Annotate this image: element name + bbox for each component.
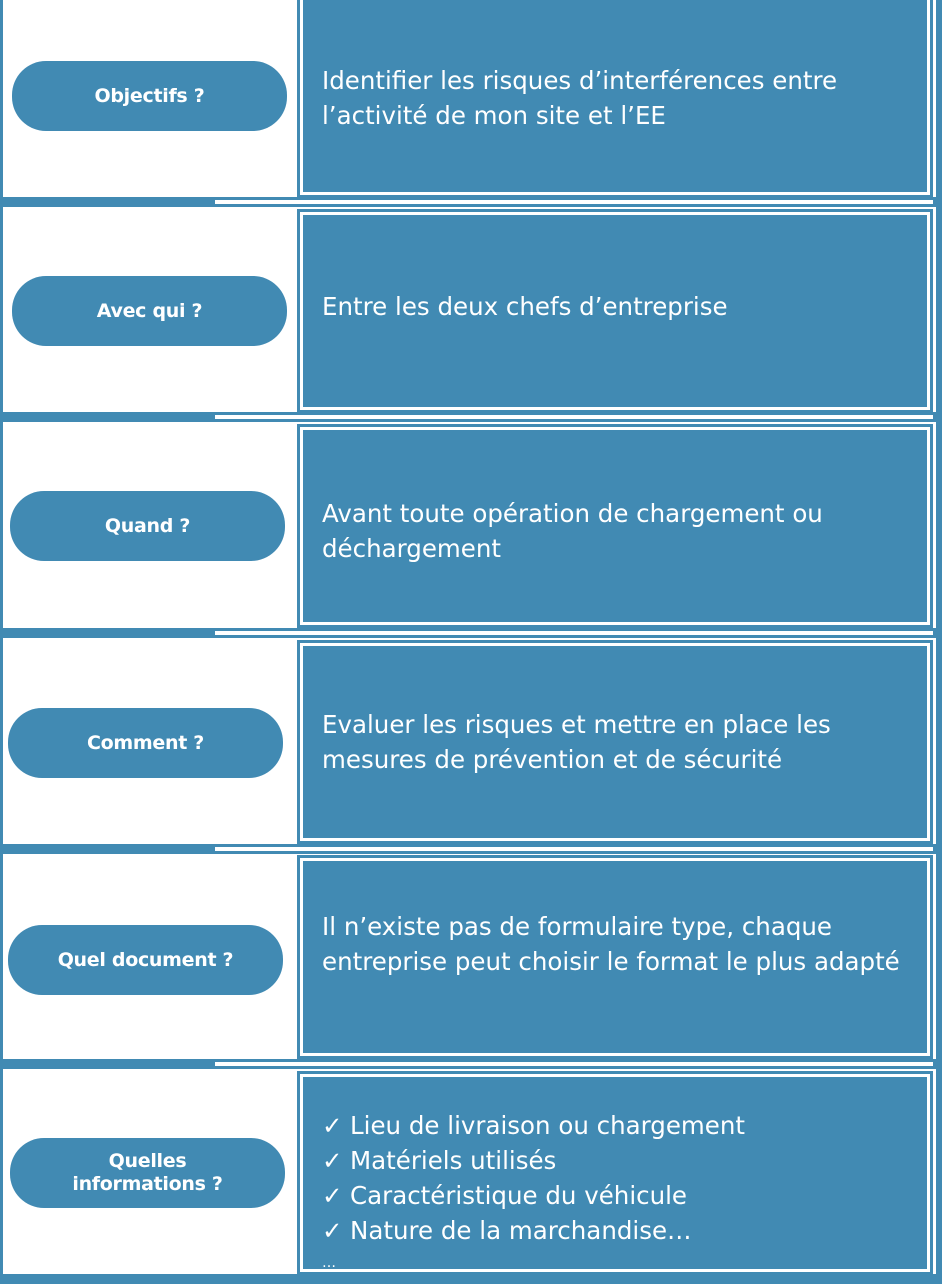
quel-document-answer-text: Il n’existe pas de formulaire type, chaque entreprise peut choisir le format le plus adapté [322,912,900,976]
quand-label-text: Quand ? [104,514,191,537]
list-item-text: Matériels utilisés [350,1146,557,1175]
quand-label [10,491,285,561]
check-icon: ✓ [322,1111,343,1140]
quelles-informations-label [10,1138,285,1208]
objectifs-label-text: Objectifs ? [94,84,205,107]
separator-4 [0,844,942,854]
objectifs-answer-box [300,0,930,195]
objectifs-label [12,61,287,131]
check-icon: ✓ [322,1216,343,1245]
informations-list [322,1108,911,1272]
list-item-text: Nature de la marchandise… [350,1216,692,1245]
avec-qui-answer-text: Entre les deux chefs d’entreprise [322,292,728,321]
bottom-border [0,1274,942,1284]
separator-1 [0,197,942,207]
avec-qui-label [12,276,287,346]
separator-3 [0,628,942,638]
trailing-ellipsis: … [322,1255,336,1271]
quelles-informations-answer-box [300,1074,930,1272]
quel-document-label [8,925,283,995]
list-item-text: Caractéristique du véhicule [350,1181,688,1210]
check-icon: ✓ [322,1181,343,1210]
quelles-informations-line1: Quelles [108,1150,187,1172]
list-item-trailing [322,1248,911,1272]
quelles-informations-line2: informations ? [72,1173,223,1195]
quand-answer-box [300,427,930,625]
right-border [936,0,942,1284]
left-border [0,0,3,1284]
objectifs-answer-text: Identifier les risques d’interférences entre l’activité de mon site et l’EE [322,66,838,130]
avec-qui-answer-box [300,212,930,410]
quand-answer-text: Avant toute opération de chargement ou déchargement [322,499,823,563]
check-icon: ✓ [322,1146,343,1175]
list-item [322,1178,911,1213]
comment-answer-box [300,643,930,841]
list-item-text: Lieu de livraison ou chargement [350,1111,745,1140]
separator-2 [0,412,942,422]
comment-answer-text: Evaluer les risques et mettre en place les mesures de prévention et de sécurité [322,710,831,774]
avec-qui-label-text: Avec qui ? [96,299,203,322]
quel-document-answer-box [300,858,930,1056]
list-item [322,1108,911,1143]
list-item [322,1213,911,1248]
quel-document-label-text: Quel document ? [57,948,234,971]
list-item [322,1143,911,1178]
separator-5 [0,1059,942,1069]
comment-label [8,708,283,778]
comment-label-text: Comment ? [86,731,205,754]
